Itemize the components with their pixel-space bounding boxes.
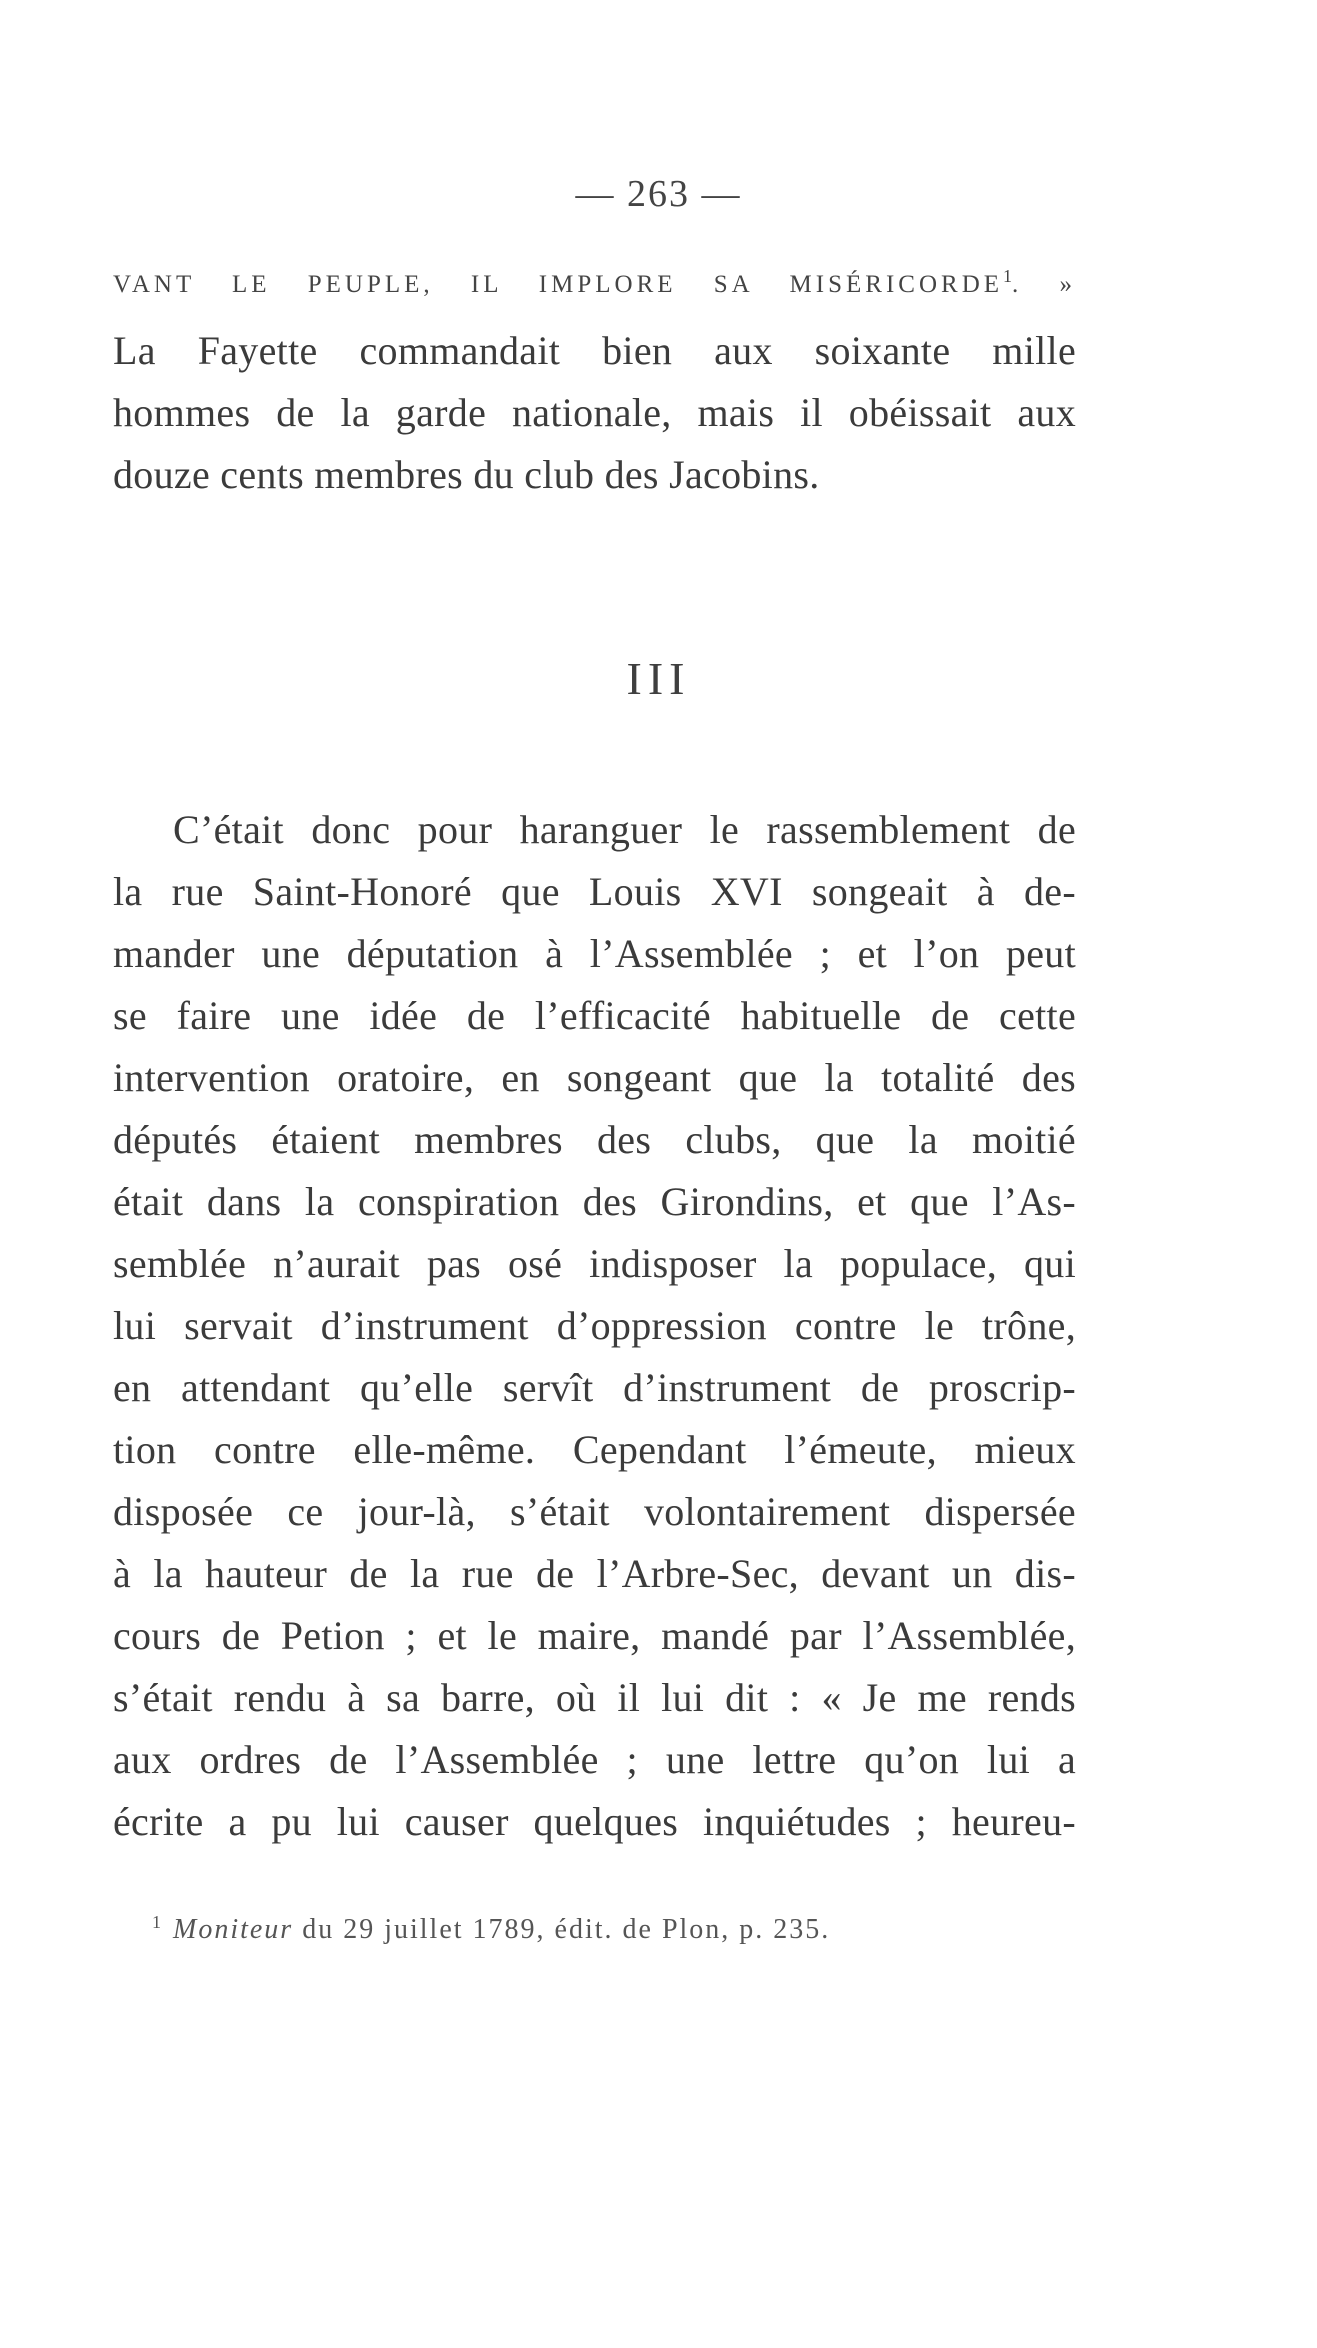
paragraph2-line: cours de Petion ; et le maire, mandé par l’Assemblée, [113,1613,1076,1658]
paragraph1-line: La Fayette commandait bien aux soixante mille [113,328,1076,373]
footnote-text: du 29 juillet 1789, édit. de Plon, p. 235. [293,1914,831,1945]
paragraph2-line: députés étaient membres des clubs, que la moitié [113,1117,1076,1162]
paragraph2-line: tion contre elle-même. Cependant l’émeute, mieux [113,1427,1076,1472]
page-number: — 263 — [575,173,742,215]
paragraph2-line: intervention oratoire, en songeant que la totalité des [113,1055,1076,1100]
paragraph2-line: aux ordres de l’Assemblée ; une lettre qu’on lui a [113,1737,1076,1782]
caps-closing: . » [1012,271,1076,298]
paragraph2-line: en attendant qu’elle servît d’instrument de proscrip- [113,1365,1076,1410]
paragraph2-line: était dans la conspiration des Girondins, et que l’As- [113,1179,1076,1224]
footnote [152,1912,952,1946]
paragraph2-line: semblée n’aurait pas osé indisposer la populace, qui [113,1241,1076,1286]
paragraph2-line: s’était rendu à sa barre, où il lui dit : « Je me rends [113,1675,1076,1720]
paragraph2-line: lui servait d’instrument d’oppression contre le trône, [113,1303,1076,1348]
paragraph2-line: écrite a pu lui causer quelques inquiétudes ; heureu- [113,1799,1076,1844]
section-heading: III [626,653,691,704]
caps-continuation-line [113,266,1076,299]
paragraph1-line: hommes de la garde nationale, mais il obéissait aux [113,390,1076,435]
paragraph1-line: douze cents membres du club des Jacobins. [113,452,820,497]
paragraph2-line: C’était donc pour haranguer le rassemblement de [173,807,1076,852]
paragraph2-line: disposée ce jour-là, s’était volontairement dispersée [113,1489,1076,1534]
paragraph2-line: la rue Saint-Honoré que Louis XVI songeait à de- [113,869,1076,914]
footnote-reference: 1 [1003,266,1013,286]
paragraph2-line: se faire une idée de l’efficacité habituelle de cette [113,993,1076,1038]
footnote-mark: 1 [152,1912,163,1932]
caps-text: VANT LE PEUPLE, IL IMPLORE SA MISÉRICORDE [113,271,1004,298]
paragraph2-line: à la hauteur de la rue de l’Arbre-Sec, devant un dis- [113,1551,1076,1596]
paragraph2-line: mander une députation à l’Assemblée ; et l’on peut [113,931,1076,976]
footnote-source: Moniteur [173,1914,294,1945]
